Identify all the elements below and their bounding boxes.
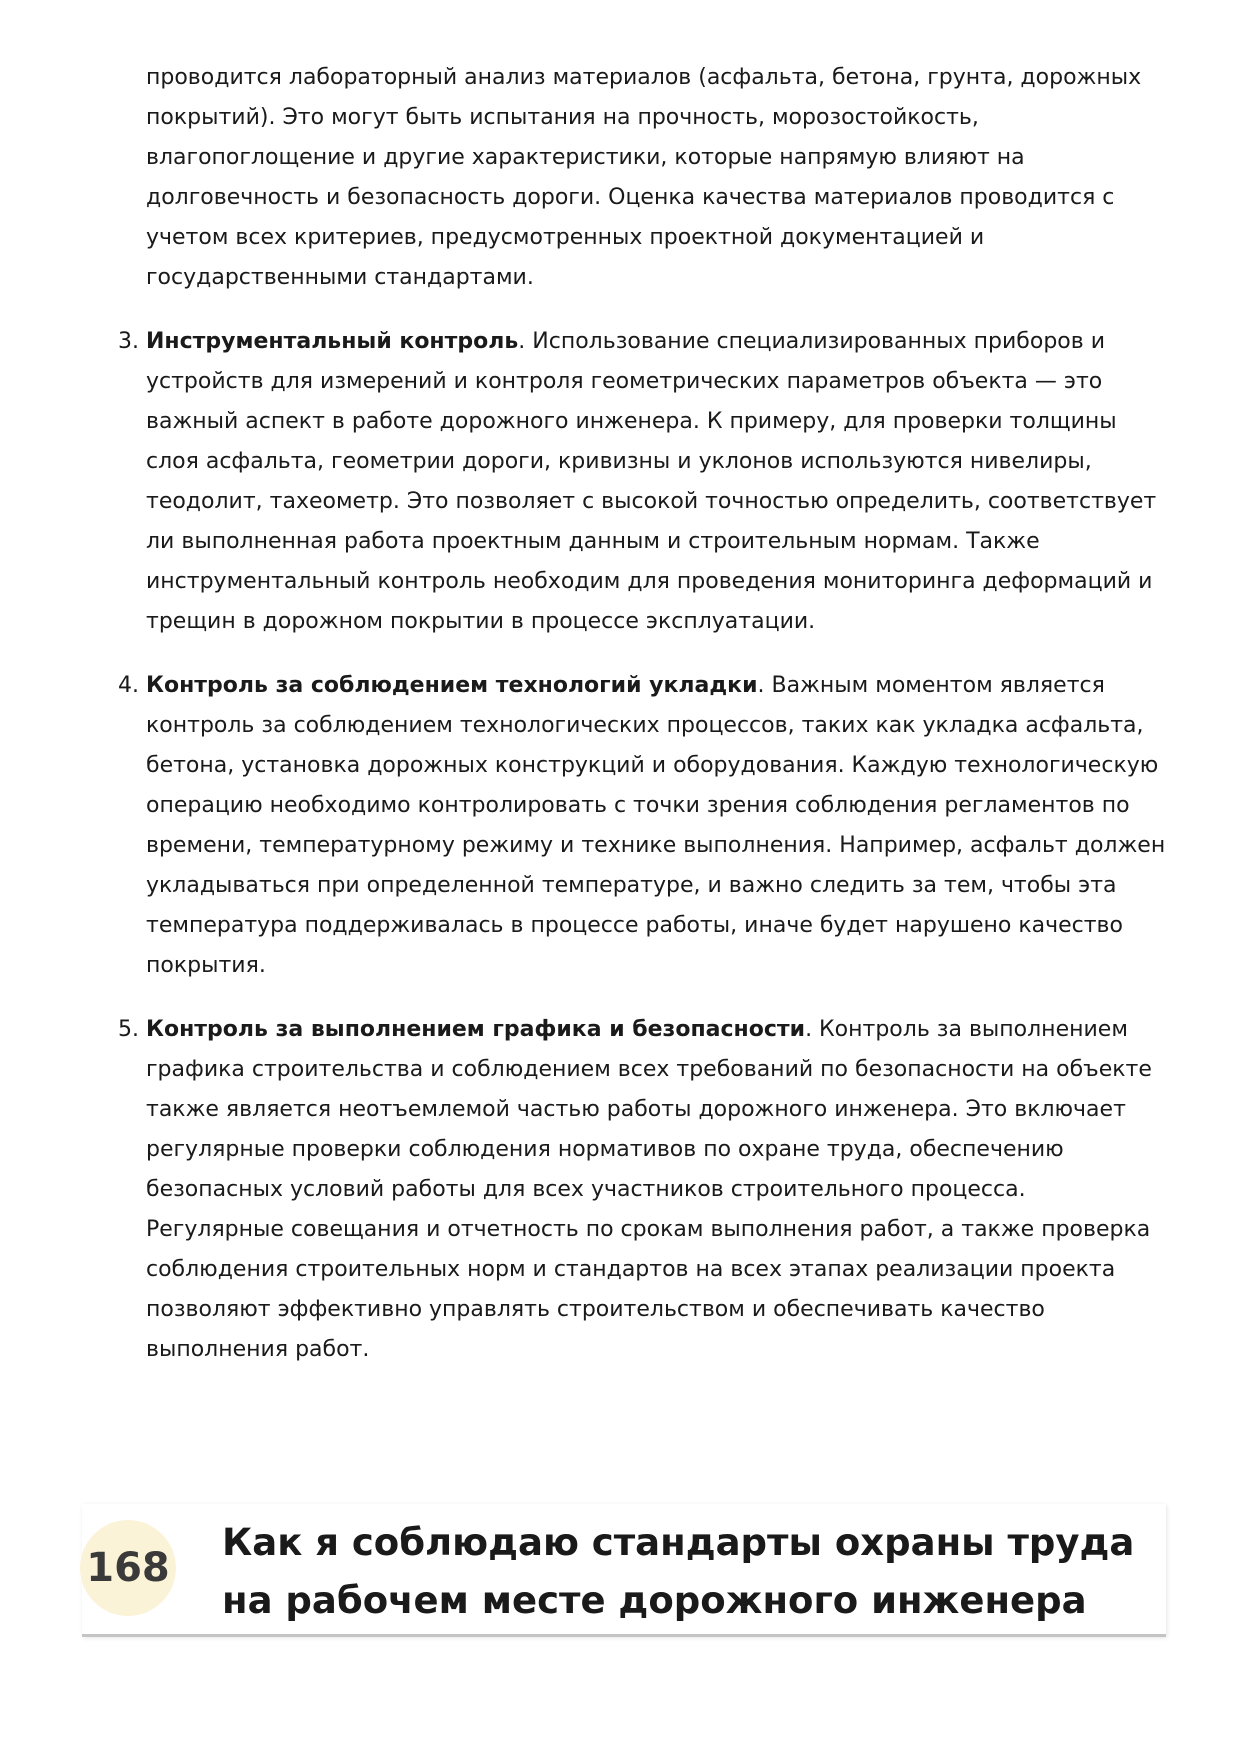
list-item-number: 4. [118, 673, 139, 698]
chapter-title: Как я соблюдаю стандарты охраны труда на рабочем месте дорожного инженера [222, 1521, 1135, 1622]
chapter-header [82, 1504, 1166, 1637]
list-item-title: Контроль за соблюдением технологий укладки [146, 673, 758, 698]
list-item [118, 666, 1166, 986]
list-item-title: Инструментальный контроль [146, 329, 519, 354]
list-item-text: . Использование специализированных приборов и устройств для измерений и контроля геометрических параметров объекта — это важный аспект в работе дорожного инженера. К примеру, для проверки толщины слоя асфальта, геометрии дороги, кривизны и уклонов используются нивелиры, теодолит, тахеометр. Это позволяет с высокой точностью определить, соответствует ли выполненная работа проектным данным и строительным нормам. Также инструментальный контроль необходим для проведения мониторинга деформаций и трещин в дорожном покрытии в процессе эксплуатации. [146, 329, 1157, 634]
list-item [118, 1010, 1166, 1370]
list-item-body [146, 322, 1166, 642]
list-item-number: 5. [118, 1017, 139, 1042]
list-item-text: . Контроль за выполнением графика строительства и соблюдением всех требований по безопасности на объекте также является неотъемлемой частью работы дорожного инженера. Это включает регулярные проверки соблюдения нормативов по охране труда, обеспечению безопасных условий работы для всех участников строительного процесса. Регулярные совещания и отчетность по срокам выполнения работ, а также проверка соблюдения строительных норм и стандартов на всех этапах реализации проекта позволяют эффективно управлять строительством и обеспечивать качество выполнения работ. [146, 1017, 1152, 1362]
list-item-title: Контроль за выполнением графика и безопасности [146, 1017, 806, 1042]
intro-paragraph: проводится лабораторный анализ материалов (асфальта, бетона, грунта, дорожных покрытий). Это могут быть испытания на прочность, морозостойкость, влагопоглощение и другие характеристики, которые напрямую влияют на долговечность и безопасность дороги. Оценка качества материалов проводится с учетом всех критериев, предусмотренных проектной документацией и государственными стандартами. [146, 65, 1142, 290]
document-body [118, 58, 1166, 1370]
list-item-body [146, 666, 1166, 986]
list-item-text: . Важным моментом является контроль за соблюдением технологических процессов, таких как укладка асфальта, бетона, установка дорожных конструкций и оборудования. Каждую технологическую операцию необходимо контролировать с точки зрения соблюдения регламентов по времени, температурному режиму и технике выполнения. Например, асфальт должен укладываться при определенной температуре, и важно следить за тем, чтобы эта температура поддерживалась в процессе работы, иначе будет нарушено качество покрытия. [146, 673, 1166, 978]
list-item-body [146, 1010, 1166, 1370]
list-item-number: 3. [118, 329, 139, 354]
chapter-number-badge: 168 [80, 1520, 176, 1616]
list-item [118, 322, 1166, 642]
